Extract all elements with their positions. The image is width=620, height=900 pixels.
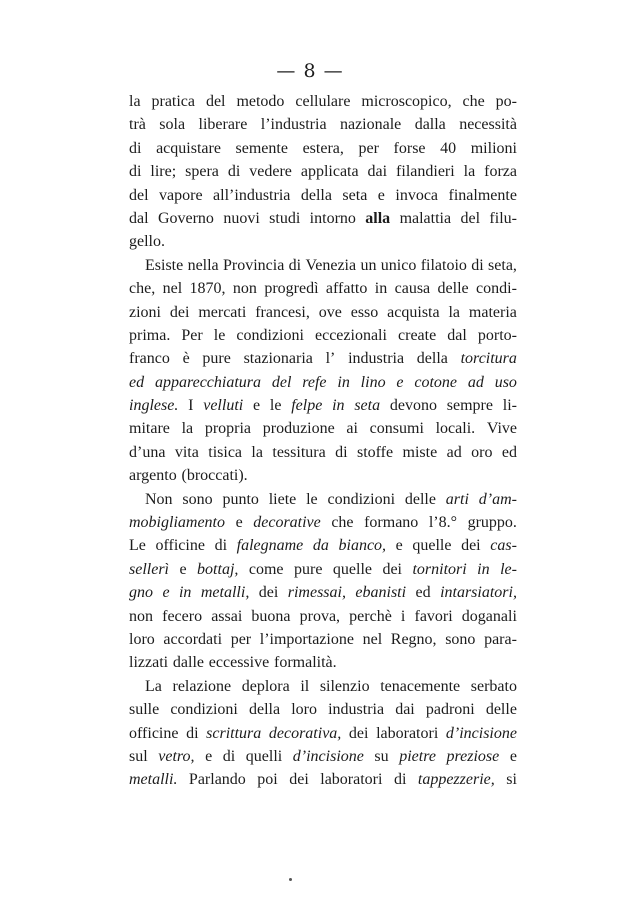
word: formalità.: [273, 654, 337, 672]
word: d’incisione: [292, 747, 364, 765]
word: è: [182, 350, 190, 368]
word: quelli: [245, 747, 283, 765]
word: condizioni: [170, 701, 238, 719]
word: Esiste: [145, 256, 184, 274]
word: nazionale: [339, 116, 402, 134]
text-line: [129, 371, 517, 394]
word: spera: [185, 163, 219, 181]
word: trà: [129, 116, 146, 134]
word: filu-: [489, 209, 517, 227]
word: create: [398, 326, 437, 344]
paragraph: [129, 488, 517, 675]
text-line: [129, 558, 517, 581]
word: condi-: [476, 280, 517, 298]
word: della: [248, 701, 281, 719]
word: Regno,: [390, 630, 437, 648]
word: e: [509, 747, 517, 765]
word: locali.: [435, 420, 476, 438]
word: 40: [440, 139, 457, 157]
word: che: [462, 93, 485, 110]
text-line: [129, 230, 517, 253]
text-line: [129, 722, 517, 745]
word: quelle: [332, 560, 372, 578]
word: di: [393, 771, 407, 789]
word: (broccati).: [181, 467, 248, 485]
word: si: [506, 771, 517, 789]
word: poi: [257, 771, 278, 789]
word: filatoio: [420, 256, 467, 274]
word: para-: [484, 630, 517, 648]
word: franco: [129, 350, 170, 368]
word: sulle: [129, 701, 160, 719]
word: ed: [415, 584, 431, 602]
word: po-: [495, 93, 517, 110]
word: l’importazione: [259, 630, 354, 648]
word: la: [448, 303, 461, 321]
word: vedere: [249, 163, 292, 181]
word: d’una: [129, 443, 166, 461]
word: argento: [129, 467, 177, 485]
word: in: [374, 280, 388, 298]
word: mitare: [129, 420, 170, 438]
word: uso: [494, 373, 517, 391]
word: miste: [402, 443, 438, 461]
word: forza: [484, 163, 517, 181]
word: progredì: [264, 280, 319, 298]
word: favori: [414, 607, 453, 625]
word: seta,: [488, 256, 517, 274]
word: milioni: [470, 139, 517, 157]
word: sono: [182, 490, 213, 508]
text-line: [129, 137, 517, 160]
word: bianco,: [338, 537, 387, 555]
word: malattia: [399, 209, 452, 227]
word: metodo: [236, 93, 285, 110]
word: seta: [342, 186, 368, 204]
word: punto: [222, 490, 259, 508]
word: del: [460, 209, 481, 227]
word: laboratori: [376, 724, 439, 742]
word: l’8.°: [428, 514, 458, 532]
word: di: [227, 163, 241, 181]
word: industria: [348, 350, 405, 368]
word: gello.: [129, 233, 165, 251]
text-line: [129, 698, 517, 721]
text-line: [129, 651, 517, 674]
text-line: [129, 324, 517, 347]
word: Parlando: [188, 771, 246, 789]
word: della: [416, 350, 448, 368]
word: di: [129, 139, 142, 157]
word: semente: [235, 139, 288, 157]
body-text: [129, 90, 517, 792]
word: all’industria: [213, 186, 291, 204]
word: sempre: [446, 397, 493, 415]
word: arti: [445, 490, 469, 508]
word: francesi,: [255, 303, 310, 321]
word: assai: [211, 607, 243, 625]
footer-dot-mark: [289, 878, 292, 881]
word: intorno: [309, 209, 356, 227]
word: seta: [354, 397, 381, 415]
word: nel: [362, 630, 383, 648]
word: metalli.: [129, 771, 178, 789]
word: pure: [202, 350, 231, 368]
word: l’industria: [260, 116, 327, 134]
word: delle: [437, 280, 469, 298]
word: 1870,: [189, 280, 226, 298]
word: preziose: [446, 747, 500, 765]
word: e: [377, 186, 385, 204]
word: deplora: [241, 677, 290, 695]
text-line: [129, 768, 517, 791]
word: padroni: [425, 701, 475, 719]
word: in: [178, 584, 192, 602]
word: pratica: [151, 93, 196, 110]
word: decorative: [253, 514, 321, 532]
word: sono: [445, 630, 476, 648]
word: tisica: [208, 443, 243, 461]
word: come: [248, 560, 284, 578]
word: e: [162, 584, 170, 602]
word: di: [288, 256, 302, 274]
word: ebanisti: [355, 584, 407, 602]
word: il: [300, 677, 310, 695]
word: velluti: [203, 397, 244, 415]
word: causa: [394, 280, 431, 298]
text-line: [129, 464, 517, 487]
word: ed: [501, 443, 517, 461]
word: vita: [174, 443, 199, 461]
word: tenacemente: [380, 677, 461, 695]
text-line: [129, 581, 517, 604]
word: buona: [251, 607, 291, 625]
word: Non: [145, 490, 173, 508]
word: esso: [350, 303, 379, 321]
word: propria: [204, 420, 252, 438]
word: dei: [289, 771, 309, 789]
word: non: [129, 607, 153, 625]
word: condizioni: [327, 490, 396, 508]
word: non: [232, 280, 257, 298]
word: di: [186, 724, 199, 742]
word: le: [213, 326, 226, 344]
word: cellulare: [295, 93, 351, 110]
word: per: [230, 630, 252, 648]
word: dei: [258, 584, 279, 602]
word: eccezionali: [315, 326, 387, 344]
word: filandieri: [396, 163, 455, 181]
word: I: [188, 397, 194, 415]
word: rimessai,: [287, 584, 346, 602]
word: d’incisione: [445, 724, 517, 742]
word: inglese.: [129, 397, 179, 415]
word: gruppo.: [467, 514, 517, 532]
word: delle: [485, 701, 517, 719]
word: devono: [389, 397, 437, 415]
word: i: [400, 607, 406, 625]
word: lino: [360, 373, 386, 391]
word: apparecchiatura: [154, 373, 262, 391]
text-line: [129, 301, 517, 324]
text-line: [129, 417, 517, 440]
word: scrittura: [206, 724, 262, 742]
word: perchè: [349, 607, 392, 625]
text-line: [129, 534, 517, 557]
word: Per: [181, 326, 203, 344]
word: quelle: [412, 537, 452, 555]
word: torcitura: [460, 350, 517, 368]
word: applicata: [300, 163, 359, 181]
word: vetro,: [158, 747, 195, 765]
text-line: [129, 628, 517, 651]
word: dei: [382, 560, 402, 578]
text-line: [129, 347, 517, 370]
word: microscopico,: [361, 93, 452, 110]
word: studi: [269, 209, 301, 227]
word: gno: [129, 584, 153, 602]
word: oro: [471, 443, 493, 461]
word: di: [129, 163, 142, 181]
word: eccessive: [208, 654, 270, 672]
text-line: [129, 745, 517, 768]
word: La: [145, 677, 162, 695]
word: liete: [268, 490, 297, 508]
word: falegname: [236, 537, 304, 555]
word: ove: [318, 303, 342, 321]
word: dai: [367, 163, 388, 181]
word: stoffe: [356, 443, 394, 461]
word: dalle: [172, 654, 204, 672]
word: tornitori: [412, 560, 467, 578]
word: le: [269, 397, 282, 415]
word: finalmente: [448, 186, 517, 204]
word: prova,: [299, 607, 341, 625]
word: del: [205, 93, 226, 110]
word: relazione: [172, 677, 232, 695]
word: invoca: [395, 186, 439, 204]
word: la: [251, 443, 263, 461]
word: le: [306, 490, 318, 508]
word: officine: [155, 537, 205, 555]
word: cotone: [414, 373, 458, 391]
text-line: [129, 605, 517, 628]
word: le-: [500, 560, 517, 578]
word: di: [471, 256, 484, 274]
word: ad: [467, 373, 484, 391]
word: dal: [447, 326, 467, 344]
word: di: [214, 537, 228, 555]
word: che: [331, 514, 354, 532]
word: e: [235, 514, 243, 532]
word: bottaj,: [197, 560, 239, 578]
text-line: [129, 90, 517, 113]
word: dei: [169, 303, 190, 321]
word: nuovi: [223, 209, 260, 227]
word: del: [129, 186, 149, 204]
word: industria: [328, 701, 385, 719]
word: consumi: [369, 420, 424, 438]
word: pietre: [399, 747, 436, 765]
word: pure: [293, 560, 323, 578]
word: acquista: [387, 303, 440, 321]
word: su: [374, 747, 389, 765]
word: formano: [364, 514, 419, 532]
word: da: [312, 537, 329, 555]
word: e: [252, 397, 261, 415]
word: stazionaria: [243, 350, 313, 368]
word: delle: [404, 490, 436, 508]
text-line: [129, 675, 517, 698]
word: e: [396, 373, 404, 391]
word: forse: [393, 139, 426, 157]
text-line: [129, 254, 517, 277]
word: intarsiatori,: [440, 584, 517, 602]
word: materia: [468, 303, 517, 321]
word: loro: [129, 630, 155, 648]
text-line: [129, 511, 517, 534]
word: la: [181, 420, 194, 438]
word: loro: [291, 701, 317, 719]
word: felpe: [291, 397, 323, 415]
word: laboratori: [320, 771, 383, 789]
word: nel: [162, 280, 183, 298]
word: tessitura: [272, 443, 326, 461]
word: vapore: [159, 186, 203, 204]
word: mercati: [198, 303, 247, 321]
word: acquistare: [156, 139, 221, 157]
text-line: [129, 277, 517, 300]
word: che,: [129, 280, 156, 298]
word: estera,: [302, 139, 344, 157]
word: in: [477, 560, 490, 578]
page-number: — 8 —: [276, 60, 344, 82]
word: ed: [129, 373, 145, 391]
word: per: [358, 139, 379, 157]
word: li-: [502, 397, 517, 415]
word: e: [395, 537, 403, 555]
word: liberare: [198, 116, 248, 134]
word: necessità: [459, 116, 517, 134]
word: della: [300, 186, 332, 204]
paragraph: [129, 675, 517, 792]
word: Governo: [157, 209, 214, 227]
word: di: [222, 747, 236, 765]
word: tappezzerie,: [417, 771, 495, 789]
word: lizzati: [129, 654, 169, 672]
word: sellerì: [129, 560, 169, 578]
word: porto-: [477, 326, 517, 344]
word: dalla: [414, 116, 446, 134]
word: produzione: [262, 420, 335, 438]
text-line: [129, 441, 517, 464]
word: condizioni: [236, 326, 304, 344]
word: l’: [325, 350, 336, 368]
paragraph: [129, 90, 517, 254]
word: in: [337, 373, 350, 391]
word: del: [271, 373, 292, 391]
word: unico: [380, 256, 417, 274]
word: la: [463, 163, 476, 181]
text-line: [129, 160, 517, 183]
word: dal: [129, 209, 149, 227]
text-line: [129, 184, 517, 207]
word: di: [335, 443, 348, 461]
text-line: [129, 207, 517, 230]
word: ad: [446, 443, 462, 461]
word: Provincia: [223, 256, 285, 274]
paragraph: [129, 254, 517, 488]
word: cas-: [490, 537, 517, 555]
word: zioni: [129, 303, 161, 321]
word: sul: [129, 747, 148, 765]
word: serbato: [470, 677, 517, 695]
word: affatto: [325, 280, 368, 298]
word: prima.: [129, 326, 171, 344]
word: d’am-: [478, 490, 517, 508]
word: un: [360, 256, 377, 274]
text-line: [129, 394, 517, 417]
word: nella: [187, 256, 219, 274]
word: la: [129, 93, 141, 110]
word: dei: [348, 724, 369, 742]
word: e: [205, 747, 213, 765]
word: Venezia: [305, 256, 357, 274]
word: Le: [129, 537, 146, 555]
word: mobigliamento: [129, 514, 225, 532]
word: refe: [302, 373, 327, 391]
word: lire;: [150, 163, 177, 181]
word: alla: [365, 209, 391, 227]
word: silenzio: [319, 677, 370, 695]
text-line: [129, 488, 517, 511]
word: decorativa,: [268, 724, 342, 742]
word: dei: [461, 537, 481, 555]
word: metalli,: [200, 584, 250, 602]
word: in: [332, 397, 345, 415]
word: dai: [395, 701, 415, 719]
word: doganali: [461, 607, 517, 625]
word: sola: [159, 116, 186, 134]
word: Vive: [486, 420, 517, 438]
text-line: [129, 113, 517, 136]
word: fecero: [162, 607, 203, 625]
word: e: [179, 560, 187, 578]
word: ai: [346, 420, 358, 438]
word: officine: [129, 724, 179, 742]
word: accordati: [163, 630, 223, 648]
